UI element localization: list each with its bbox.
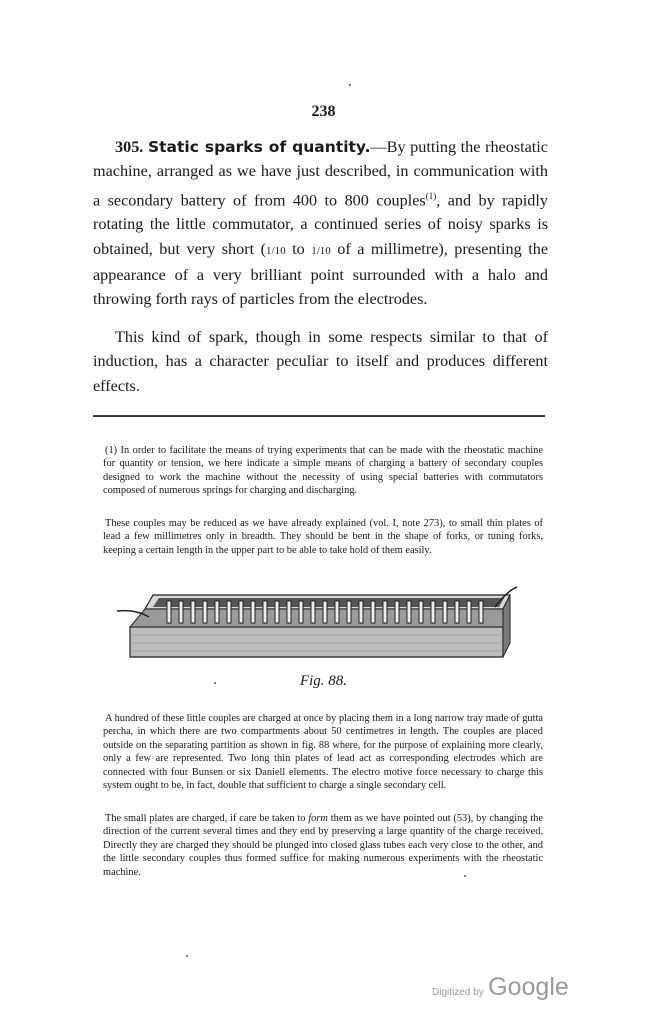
fig-88-tray-illustration bbox=[115, 583, 525, 665]
section-text-d: of a millimetre), presenting the appearance of a very brilliant point surrounded with a halo and throwing forth rays of particles from the electrodes. bbox=[93, 239, 549, 309]
scan-speck bbox=[464, 875, 466, 877]
page-number: 238 bbox=[311, 103, 336, 120]
section-text-a: —By putting the rheostatic machine, arranged as we have just described, in communication with a secondary battery of from 400 to 800 couples bbox=[93, 138, 548, 209]
fraction-b: 1/10 bbox=[311, 244, 331, 257]
footnote-4-text-b: them as we have pointed out (53), by changing the direction of the current several times and they end by preserving a large quantity of the charge received. Directly they are charged they should be plunged into closed glass tubes each very close to the other, and the little secondary couples thus formed suffice for making numerous experiments with the rheostatic machine. bbox=[103, 813, 543, 878]
section-text-b: , and by rapidly rotating the little commutator, a continued series of noisy sparks is obtained, but very short ( bbox=[93, 190, 548, 258]
figure-caption: Fig. 88. bbox=[299, 673, 348, 689]
section-text-c: to bbox=[285, 239, 312, 258]
fraction-a: 1/10 bbox=[266, 244, 286, 257]
google-watermark bbox=[432, 973, 569, 1002]
footnote-divider bbox=[93, 415, 545, 417]
scan-speck bbox=[349, 84, 351, 86]
section-number: 305. bbox=[115, 138, 144, 156]
section-title: Static sparks of quantity. bbox=[147, 138, 371, 156]
scan-speck bbox=[214, 682, 216, 684]
body-paragraph-2: This kind of spark, though in some respects similar to that of induction, has a character peculiar to itself and produces different effects. bbox=[93, 328, 548, 395]
footnote-4 bbox=[103, 812, 543, 879]
footnote-2: These couples may be reduced as we have already explained (vol. I, note 273), to small thin plates of lead a few millimetres only in breadth. They should be bent in the shape of forks, or tuning forks, keeping a certain length in the upper part to be able to take hold of them easily. bbox=[103, 518, 543, 556]
footnote-1: (1) In order to facilitate the means of trying experiments that can be made with the rheostatic machine for quantity or tension, we here indicate a simple means of charging a battery of secondary couples designed to work the machine without the necessity of using special batteries with commutators composed of numerous springs for charging and discharging. bbox=[103, 445, 543, 497]
footnote-ref[interactable]: (1) bbox=[425, 190, 437, 201]
watermark-brand: Google bbox=[488, 973, 569, 1001]
footnote-3: A hundred of these little couples are charged at once by placing them in a long narrow tray made of gutta percha, in which there are two compartments about 50 centimetres in length. The couples are placed outside on the separating partition as shown in fig. 88 where, for the purpose of explaining more clearly, only a few are represented. Two long thin plates of lead act as corresponding electrodes which are connected with four Bunsen or six Daniell elements. The electro motive force necessary to charge this system ought to be, in fact, double that sufficient to charge a single secondary cell. bbox=[103, 713, 543, 792]
footnote-4-form: form bbox=[308, 813, 328, 824]
footnote-4-text-a: The small plates are charged, if care be taken to bbox=[105, 813, 309, 824]
scan-speck bbox=[186, 955, 188, 957]
section-paragraph bbox=[93, 135, 548, 311]
watermark-prefix: Digitized by bbox=[432, 987, 484, 998]
